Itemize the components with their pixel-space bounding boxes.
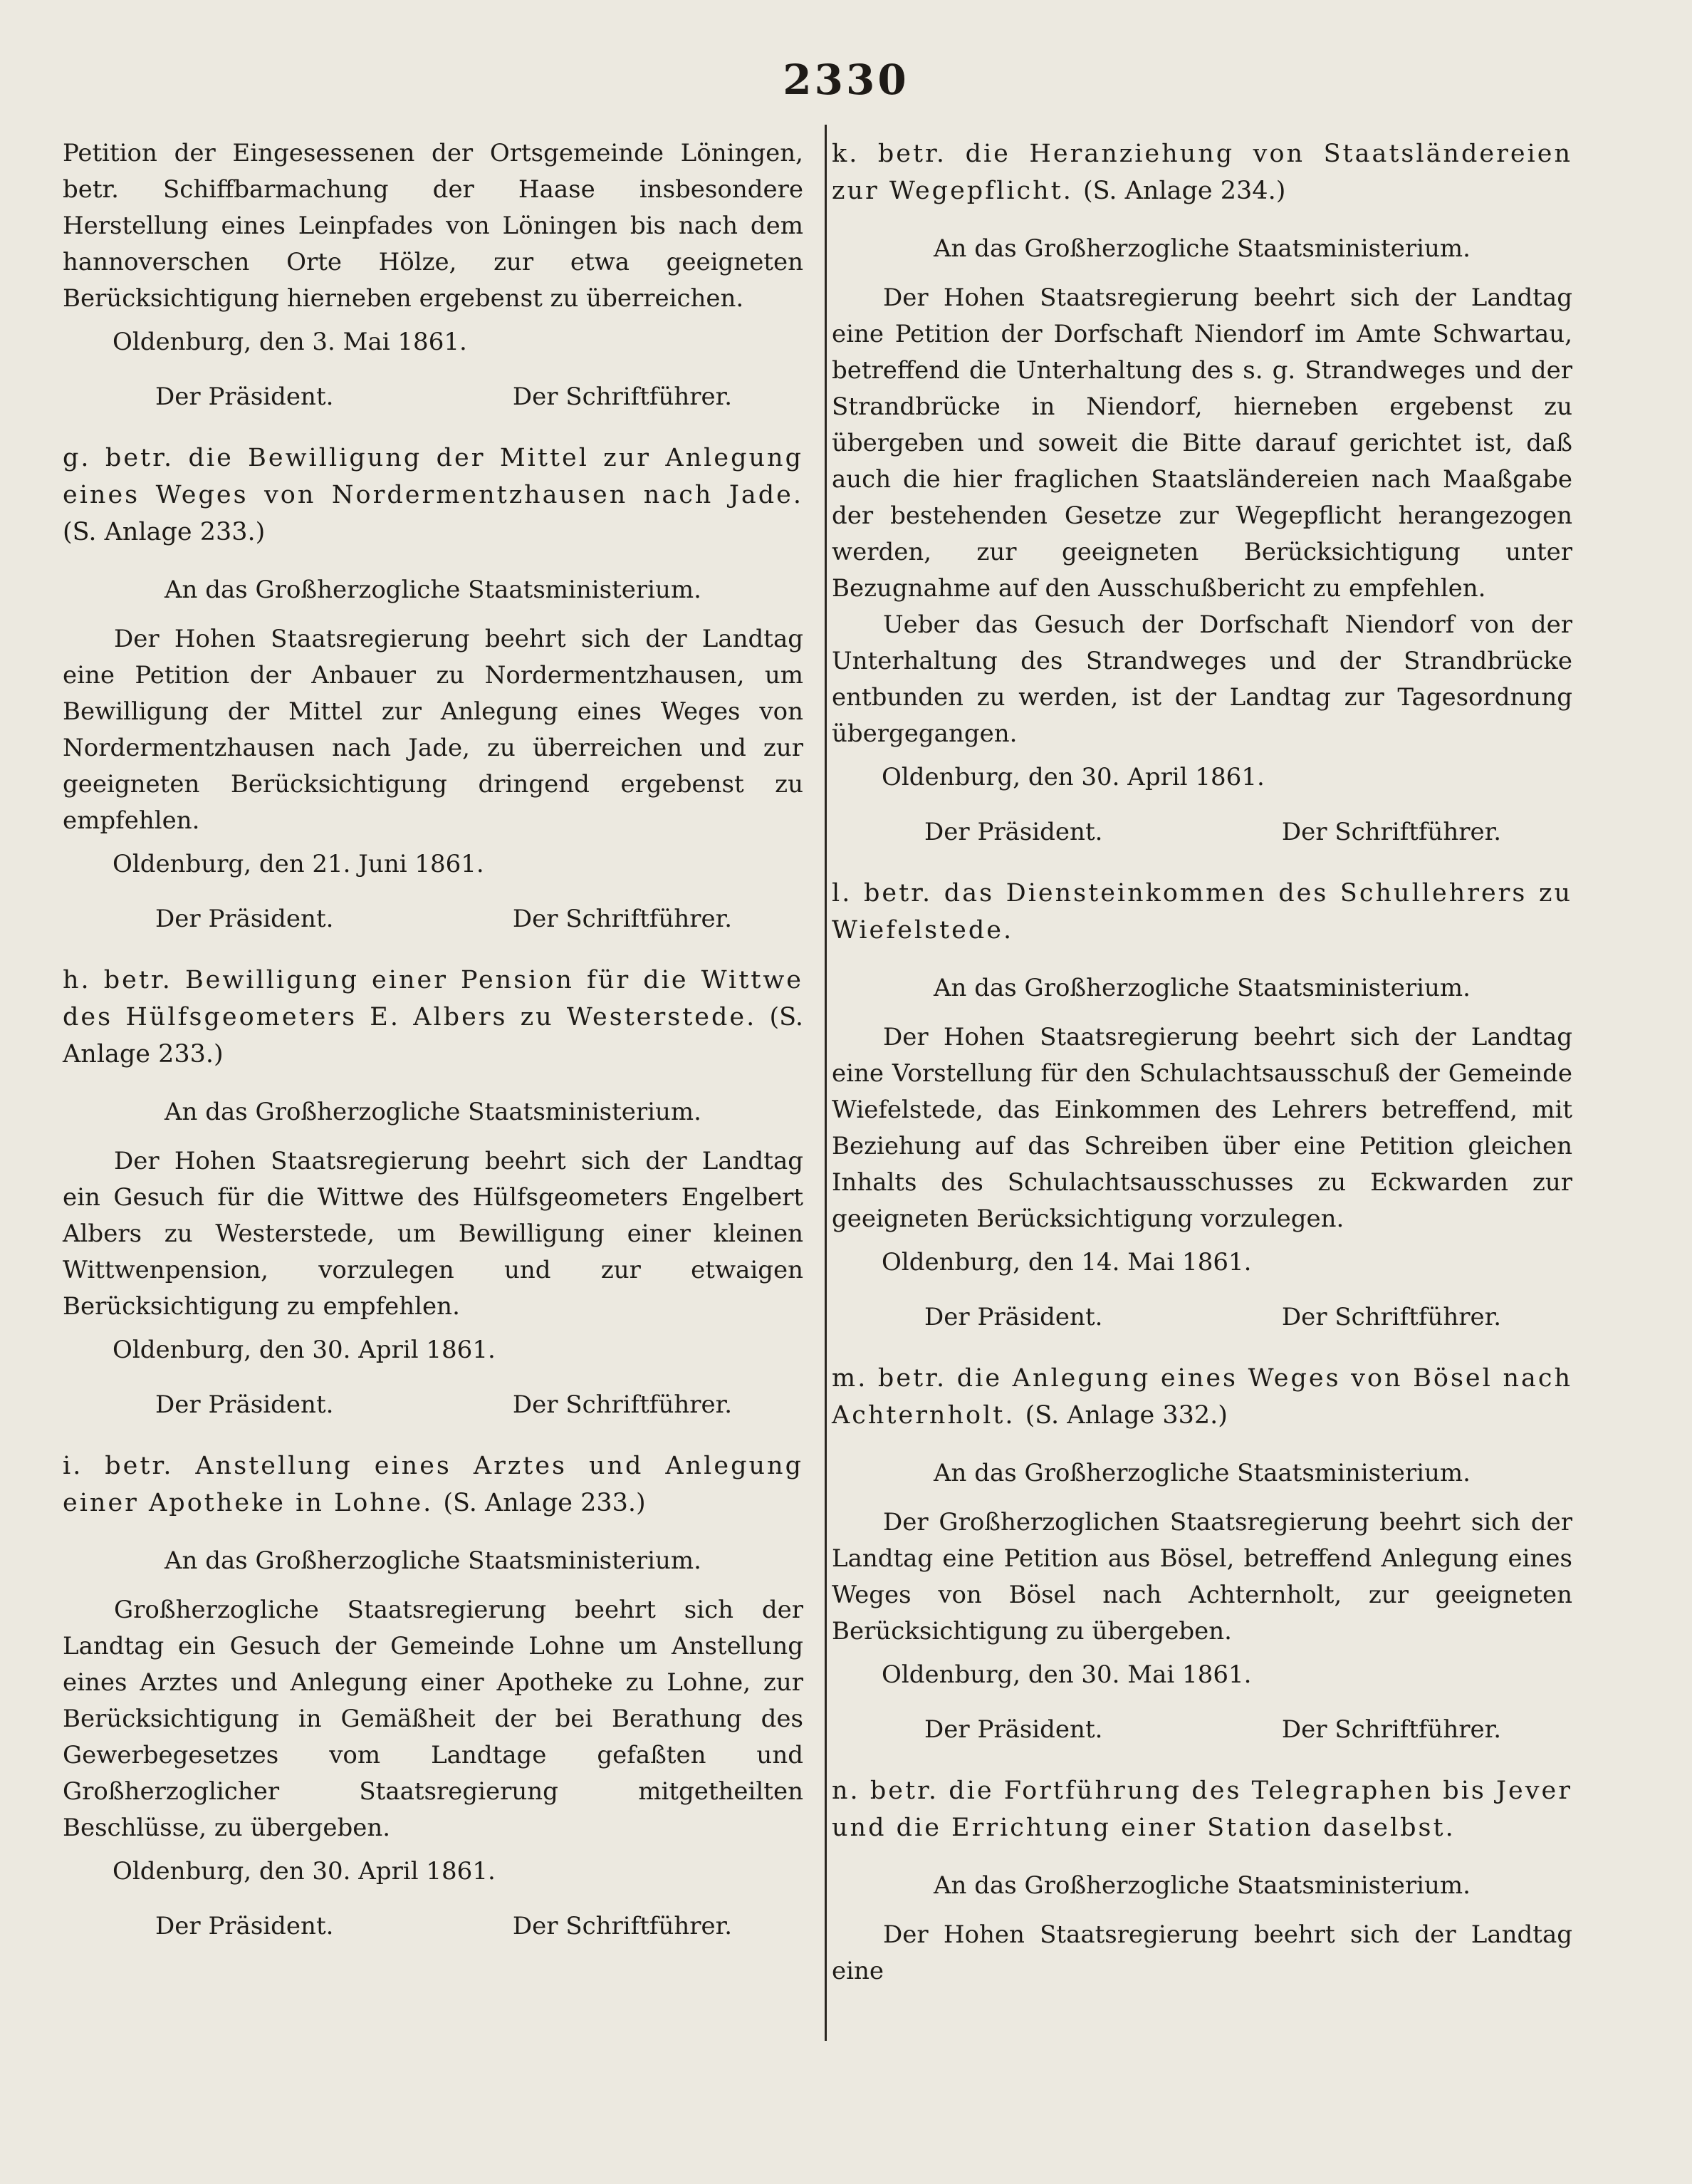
section-heading-g: g. betr. die Bewilligung der Mittel zur Anlegung eines Weges von Nordermentzhausen nach Jade. (S. Anlage 233.) [63,444,803,546]
body-paragraph: Der Hohen Staatsregierung beehrt sich der Landtag eine Vorstellung für den Schulachtsausschuß der Gemeinde Wiefelstede, das Einkommen des Lehrers betreffend, mit Beziehung auf das Schreiben über eine Petition gleichen Inhalts des Schulachtsausschusses zu Eckwarden zur geeigneten Berücksichtigung vorzulegen. [832,1023,1572,1233]
signature-line [63,1387,803,1423]
right-column [832,135,1572,1990]
secretary-label: Der Schriftführer. [512,1912,732,1940]
president-label: Der Präsident. [155,905,334,933]
section-heading-i: i. betr. Anstellung eines Arztes und Anlegung einer Apotheke in Lohne. (S. Anlage 233.) [63,1452,803,1517]
body-paragraph: Der Hohen Staatsregierung beehrt sich der Landtag ein Gesuch für die Wittwe des Hülfsgeometers Engelbert Albers zu Westerstede, um Bewilligung einer kleinen Wittwenpension, vorzulegen und zur etwaigen Berücksichtigung zu empfehlen. [63,1147,803,1321]
annex-reference: (S. Anlage 233.) [63,1003,803,1068]
column-divider [825,125,827,2041]
page-number: 2330 [783,56,909,104]
addressee: An das Großherzogliche Staatsministerium. [164,1546,701,1575]
body-paragraph: Der Hohen Staatsregierung beehrt sich der Landtag eine Petition der Dorfschaft Niendorf im Amte Schwartau, betreffend die Unterhaltung des s. g. Strandweges und der Strandbrücke in Niendorf, hierneben ergebenst zu übergeben und soweit die Bitte darauf gerichtet ist, daß auch die hier fraglichen Staatsländereien nach Maaßgabe der bestehenden Gesetze zur Wegepflicht herangezogen werden, zur geeigneten Berücksichtigung unter Bezugnahme auf den Ausschußbericht zu empfehlen. [832,284,1572,603]
secretary-label: Der Schriftführer. [512,1390,732,1419]
date-line: Oldenburg, den 30. April 1861. [882,763,1265,791]
president-label: Der Präsident. [924,818,1103,846]
addressee: An das Großherzogliche Staatsministerium. [934,1459,1471,1487]
signature-line [832,1299,1572,1336]
intro-paragraph: Petition der Eingesessenen der Ortsgemeinde Löningen, betr. Schiffbarmachung der Haase insbesondere Herstellung eines Leinpfades von Löningen bis nach dem hannoverschen Orte Hölze, zur etwa geeigneten Berücksichtigung hierneben ergebenst zu überreichen. [63,139,803,313]
president-label: Der Präsident. [155,383,334,411]
signature-line [832,1712,1572,1748]
addressee: An das Großherzogliche Staatsministerium. [164,1098,701,1126]
date-line: Oldenburg, den 30. April 1861. [113,1857,496,1886]
body-paragraph: Der Hohen Staatsregierung beehrt sich der Landtag eine Petition der Anbauer zu Nordermentzhausen, um Bewilligung der Mittel zur Anlegung eines Weges von Nordermentzhausen nach Jade, zu überreichen und zur geeigneten Berücksichtigung dringend ergebenst zu empfehlen. [63,625,803,835]
president-label: Der Präsident. [924,1715,1103,1744]
secretary-label: Der Schriftführer. [1281,1303,1501,1331]
secretary-label: Der Schriftführer. [512,383,732,411]
date-line: Oldenburg, den 30. Mai 1861. [882,1660,1252,1689]
body-paragraph: Großherzogliche Staatsregierung beehrt sich der Landtag ein Gesuch der Gemeinde Lohne um Anstellung eines Arztes und Anlegung einer Apotheke zu Lohne, zur Berücksichtigung in Gemäßheit der bei Berathung des Gewerbegesetzes vom Landtage gefaßten und Großherzoglicher Staatsregierung mitgetheilten Beschlüsse, zu übergeben. [63,1596,803,1842]
president-label: Der Präsident. [155,1390,334,1419]
body-paragraph: Der Hohen Staatsregierung beehrt sich der Landtag eine [832,1920,1572,1985]
signature-line [63,379,803,415]
section-heading-l: l. betr. das Diensteinkommen des Schullehrers zu Wiefelstede. [832,879,1572,945]
date-line: Oldenburg, den 30. April 1861. [113,1336,496,1364]
section-heading-n: n. betr. die Fortführung des Telegraphen bis Jever und die Errichtung einer Station daselbst. [832,1777,1572,1842]
annex-reference: (S. Anlage 233.) [443,1489,646,1517]
signature-line [832,814,1572,851]
addressee: An das Großherzogliche Staatsministerium. [164,576,701,604]
addressee: An das Großherzogliche Staatsministerium. [934,234,1471,263]
president-label: Der Präsident. [155,1912,334,1940]
date-line: Oldenburg, den 3. Mai 1861. [113,328,467,356]
date-line: Oldenburg, den 21. Juni 1861. [113,850,484,878]
signature-line [63,901,803,937]
annex-reference: (S. Anlage 233.) [63,518,266,546]
section-heading-h: h. betr. Bewilligung einer Pension für die Wittwe des Hülfsgeometers E. Albers zu Westerstede. (S. Anlage 233.) [63,966,803,1068]
section-heading-k: k. betr. die Heranziehung von Staatsländereien zur Wegepflicht. (S. Anlage 234.) [832,140,1572,205]
addressee: An das Großherzogliche Staatsministerium. [934,974,1471,1002]
body-paragraph: Der Großherzoglichen Staatsregierung beehrt sich der Landtag eine Petition aus Bösel, betreffend Anlegung eines Weges von Bösel nach Achternholt, zur geeigneten Berücksichtigung zu übergeben. [832,1508,1572,1645]
secretary-label: Der Schriftführer. [1281,1715,1501,1744]
signature-line [63,1908,803,1945]
annex-reference: (S. Anlage 332.) [1025,1401,1228,1430]
secretary-label: Der Schriftführer. [512,905,732,933]
section-heading-m: m. betr. die Anlegung eines Weges von Bösel nach Achternholt. (S. Anlage 332.) [832,1364,1572,1430]
body-paragraph: Ueber das Gesuch der Dorfschaft Niendorf von der Unterhaltung des Strandweges und der Strandbrücke entbunden zu werden, ist der Landtag zur Tagesordnung übergegangen. [832,610,1572,748]
left-column [63,135,803,1969]
annex-reference: (S. Anlage 234.) [1083,177,1286,205]
president-label: Der Präsident. [924,1303,1103,1331]
secretary-label: Der Schriftführer. [1281,818,1501,846]
date-line: Oldenburg, den 14. Mai 1861. [882,1248,1252,1276]
addressee: An das Großherzogliche Staatsministerium. [934,1871,1471,1900]
